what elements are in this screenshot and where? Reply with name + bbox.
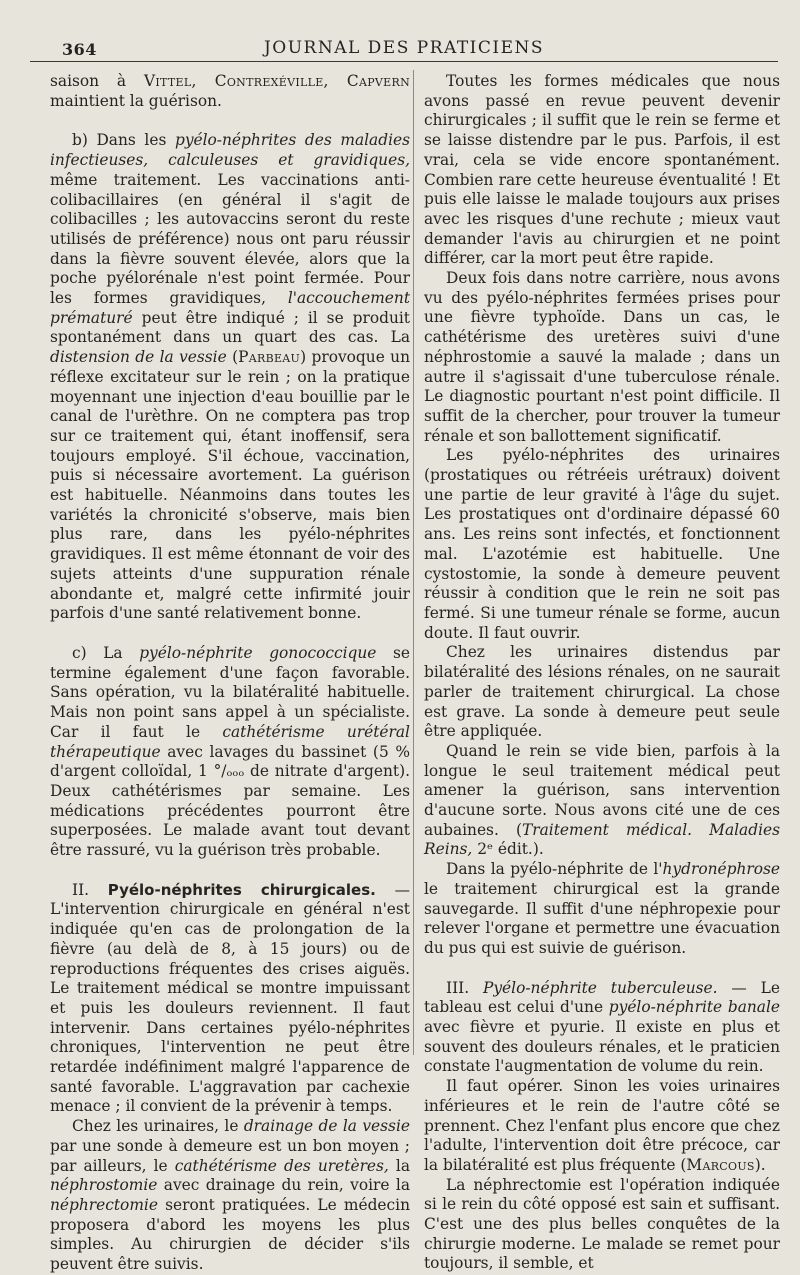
author-name: Parbeau	[238, 348, 301, 367]
section-iii-heading: Pyélo-néphrite tuberculeuse.	[483, 978, 718, 997]
spa-names: Vittel, Contrexéville, Capvern	[143, 72, 410, 90]
paragraph-must-operate: Il faut opérer. Sinon les voies urinaires inférieures et le rein de l'autre côté se prennent. Chez l'enfant plus encore que chez l'adulte, l'intervention doit être précoce, car la bilatéralité est plus fréquente (Marcous).	[424, 1077, 780, 1174]
paragraph-hydronephrosis: Dans la pyélo-néphrite de l'hydronéphrose le traitement chirurgical est la grande sauvegarde. Il suffit d'une néphropexie pour relever l'organe et permettre une évacuation du pus qui est suivie de guérison.	[424, 860, 780, 957]
paragraph-b-infectious: b) Dans les pyélo-néphrites des maladies infectieuses, calculeuses et gravidiques, même traitement. Les vaccinations anti-colibacillaires (en général il s'agit de colibacilles ; les autovaccins seront du reste utilisés de préférence) nous ont paru réussir dans la fièvre souvent élevée, alors que la poche pyélorénale n'est point fermée. Pour les formes gravidiques, l'accouchement prématuré peut être indiqué ; il se produit spontanément dans un quart des cas. La distension de la vessie (Parbeau) provoque un réflexe excitateur sur le rein ; on la pratique moyennant une injection d'eau bouillie par le canal de l'urèthre. On ne comptera pas trop sur ce traitement qui, étant inoffensif, sera toujours employé. S'il échoue, vaccination, puis si nécessaire avortement. La guérison est habituelle. Néanmoins dans toutes les variétés la chronicité s'observe, mais bien plus rare, dans les pyélo-néphrites gravidiques. Il est même étonnant de voir des sujets atteints d'une suppuration rénale abondante et, malgré cette infirmité jouir parfois d'une santé relativement bonne.	[50, 131, 411, 623]
paragraph-urinary-pyelonephritis: Les pyélo-néphrites des urinaires (prostatiques ou rétréeis urétraux) doivent une partie de leur gravité à l'âge du sujet. Les prostatiques ont d'ordinaire dépassé 60 ans. Les reins sont infectés, et fonctionnent mal. L'azotémie est habituelle. Une cystostomie, la sonde à demeure peuvent réussir à condition que le rein ne soit pas fermé. Si une tumeur rénale se forme, aucun doute. Il faut ouvrir.	[424, 446, 780, 642]
paragraph-distended-urinary: Chez les urinaires distendus par bilatéralité des lésions rénales, on ne saurait parler de traitement chirurgical. La chose est grave. La sonde à demeure peut seule être appliquée.	[424, 643, 780, 741]
paragraph-c-gonococcal: c) La pyélo-néphrite gonococcique se termine également d'une façon favorable. Sans opération, vu la bilatéralité habituelle. Mais non point sans appel à un spécialiste. Car il faut le cathétérisme urétéral thérapeutique avec lavages du bassinet (5 % d'argent colloïdal, 1 °/ₒₒₒ de nitrate d'argent). Deux cathétérismes par semaine. Les médications précédentes pourront être superposées. Le malade avant tout devant être rassuré, vu la guérison très probable.	[50, 643, 410, 860]
paragraph-career-cases: Deux fois dans notre carrière, nous avons vu des pyélo-néphrites fermées prises pour une fièvre typhoïde. Dans un cas, le cathétérisme des uretères suivi d'une néphrostomie a sauvé la malade ; dans un autre il s'agissait d'une tuberculose rénale. Le diagnostic pourtant n'est point difficile. Il suffit de la chercher, pour trouver la tumeur rénale et son ballottement significatif.	[424, 269, 780, 445]
header-rule	[30, 61, 778, 62]
paragraph-kidney-drains: Quand le rein se vide bien, parfois à la longue le seul traitement médical peut amener la guérison, sans intervention d'aucune sorte. Nous avons cité une de ces aubaines. (Traitement médical. Maladies Reins, 2ᵉ édit.).	[424, 741, 780, 859]
journal-title: JOURNAL DES PRATICIENS	[263, 38, 545, 58]
right-column	[424, 72, 780, 1274]
section-ii-heading: Pyélo-néphrites chirurgicales.	[107, 880, 376, 899]
section-iii-tuberculous: III. Pyélo-néphrite tuberculeuse. — Le tableau est celui d'une pyélo-néphrite banale avec fièvre et pyurie. Il existe en plus et souvent des douleurs rénales, et le praticien constate l'augmentation de volume du rein.	[424, 978, 780, 1076]
page-header	[30, 32, 778, 62]
author-name: Marcous	[686, 1155, 755, 1174]
paragraph-nephrectomy: La néphrectomie est l'opération indiquée si le rein du côté opposé est sain et suffisant. C'est une des plus belles conquêtes de la chirurgie moderne. Le malade se remet pour toujours, il semble, et	[424, 1175, 780, 1273]
left-column	[50, 72, 410, 1275]
paragraph-spa-cure: saison à Vittel, Contrexéville, Capvern maintient la guérison.	[50, 72, 410, 110]
paragraph-urinary: Chez les urinaires, le drainage de la vessie par une sonde à demeure est un bon moyen ; par ailleurs, le cathétérisme des uretères, la néphrostomie avec drainage du rein, voire la néphrectomie seront pratiquées. Le médecin proposera d'abord les moyens les plus simples. Au chirurgien de décider s'ils peuvent être suivis.	[50, 1117, 410, 1274]
column-divider	[413, 70, 414, 1055]
paragraph-medical-forms: Toutes les formes médicales que nous avons passé en revue peuvent devenir chirurgicales ; il suffit que le rein se ferme et se laisse distendre par le pus. Parfois, il est vrai, cela se vide encore spontanément. Combien rare cette heureuse éventualité ! Et puis elle laisse le malade toujours aux prises avec les risques d'une rechute ; mieux vaut demander l'avis au chirurgien et ne point différer, car la mort peut être rapide.	[424, 72, 780, 268]
page-number: 364	[62, 40, 97, 59]
section-ii-surgical: II. Pyélo-néphrites chirurgicales. — L'intervention chirurgicale en général n'est indiquée qu'en cas de prolongation de la fièvre (au delà de 8, à 15 jours) ou de reproductions fréquentes des crises aiguës. Le traitement médical se montre impuissant et puis les douleurs reviennent. Il faut intervenir. Dans certaines pyélo-néphrites chroniques, l'intervention ne peut être retardée indéfiniment malgré l'apparence de santé favorable. L'aggravation par cachexie menace ; il convient de la prévenir à temps.	[50, 880, 410, 1116]
